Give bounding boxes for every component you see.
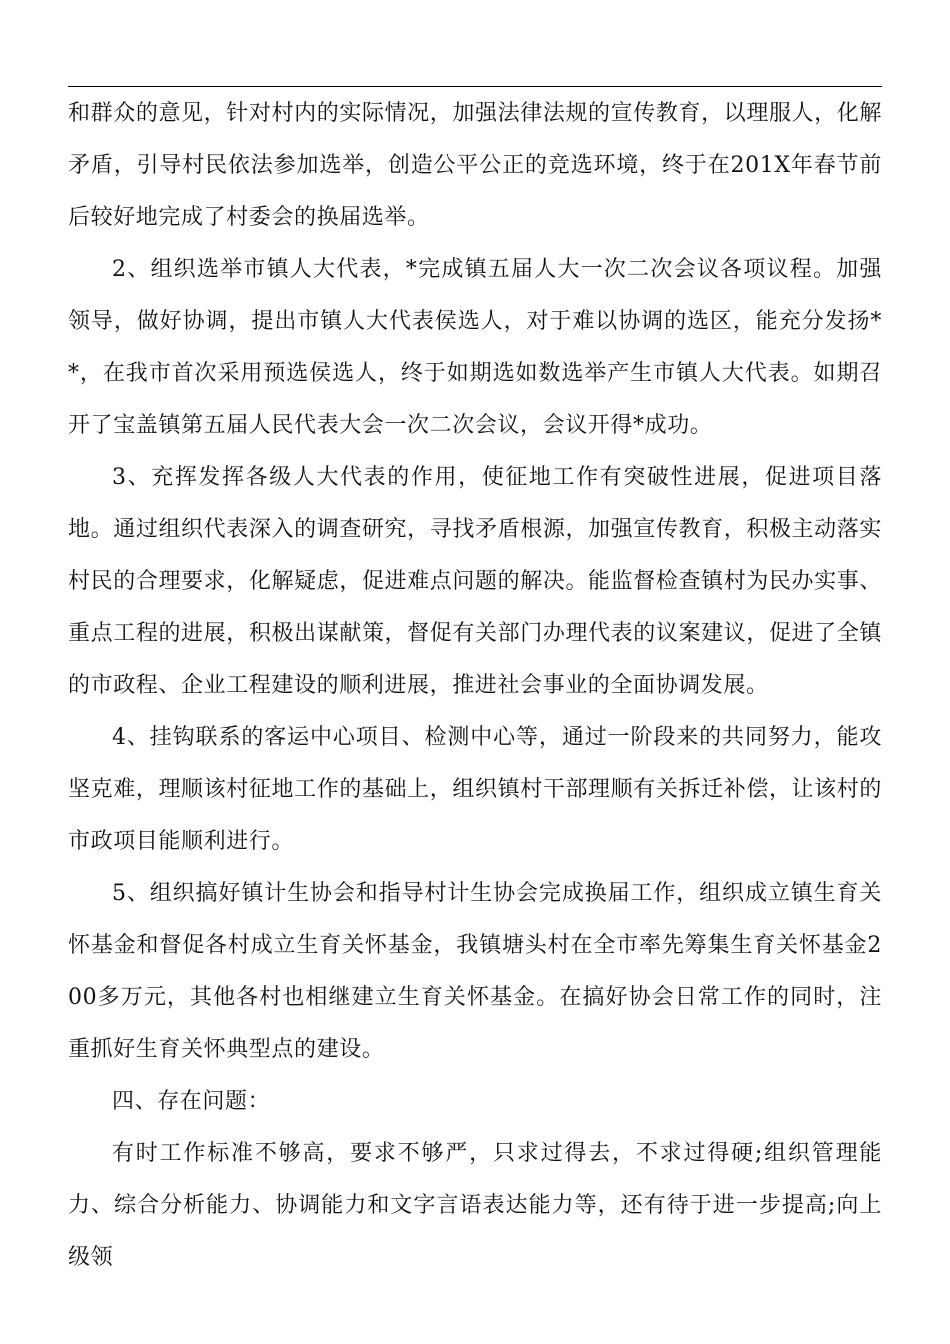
section-heading-problems: 四、存在问题： — [112, 1089, 271, 1114]
paragraph-item-5: 5、组织搞好镇计生协会和指导村计生协会完成换届工作，组织成立镇生育关怀基金和督促各村成立生育关怀基金，我镇塘头村在全市率先筹集生育关怀基金200多万元，其他各村也相继建立生育关怀基金。在搞好协会日常工作的同时，注重抓好生育关怀典型点的建设。 — [68, 881, 882, 1062]
paragraph-item-3: 3、充挥发挥各级人大代表的作用，使征地工作有突破性进展，促进项目落地。通过组织代表深入的调查研究，寻找矛盾根源，加强宣传教育，积极主动落实村民的合理要求，化解疑虑，促进难点问题的解决。能监督检查镇村为民办实事、重点工程的进展，积极出谋献策，督促有关部门办理代表的议案建议，促进了全镇的市政程、企业工程建设的顺利进展，推进社会事业的全面协调发展。 — [68, 465, 882, 698]
paragraph-problems: 有时工作标准不够高，要求不够严，只求过得去，不求过得硬;组织管理能力、综合分析能力、协调能力和文字言语表达能力等，还有待于进一步提高;向上级领 — [68, 1141, 882, 1270]
header-rule — [68, 86, 882, 87]
paragraph-continuation: 和群众的意见，针对村内的实际情况，加强法律法规的宣传教育，以理服人，化解矛盾，引导村民依法参加选举，创造公平公正的竞选环境，终于在201X年春节前后较好地完成了村委会的换届选举。 — [68, 101, 882, 230]
document-body — [68, 88, 882, 1284]
paragraph-item-2: 2、组织选举市镇人大代表，*完成镇五届人大一次二次会议各项议程。加强领导，做好协调，提出市镇人大代表侯选人，对于难以协调的选区，能充分发扬**，在我市首次采用预选侯选人，终于如期选如数选举产生市镇人大代表。如期召开了宝盖镇第五届人民代表大会一次二次会议，会议开得*成功。 — [68, 257, 882, 438]
paragraph-item-4: 4、挂钩联系的客运中心项目、检测中心等，通过一阶段来的共同努力，能攻坚克难，理顺该村征地工作的基础上，组织镇村干部理顺有关拆迁补偿，让该村的市政项目能顺利进行。 — [68, 725, 882, 854]
